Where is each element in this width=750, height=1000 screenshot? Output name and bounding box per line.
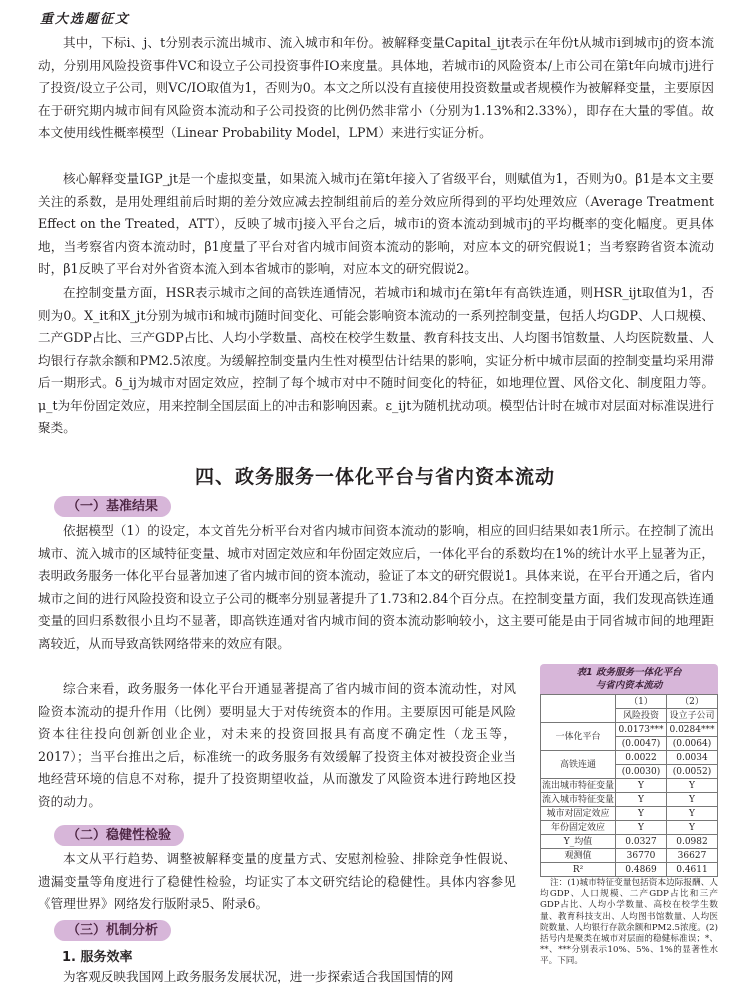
table-col-head: 风险投资 [616, 709, 667, 723]
table-cell: Y [666, 779, 717, 793]
table-row [541, 835, 718, 849]
running-head: 重大选题征文 [40, 12, 131, 27]
table-row-label: 高铁连通 [541, 751, 616, 779]
table-1 [540, 664, 718, 968]
paragraph-variables: 其中，下标i、j、t分别表示流出城市、流入城市和年份。被解释变量Capital_ijt表示在年份t从城市i到城市j的资本流动，分别用风险投资事件VC和设立子公司投资事件IO来度量。具体地，若城市i的风险资本/上市公司在第t年向城市j进行了投资/设立子公司，则VC/IO取值为1，否则为0。本文之所以没有直接使用投资数量或者规模作为被解释变量，主要原因在于研究期内城市间有风险资本流动和子公司投资的比例仍然非常小（分别为1.13%和2.33%），即存在大量的零值。故本文使用线性概率模型（Linear Probability Model，LPM）来进行实证分析。 [38, 35, 714, 140]
table-row [541, 849, 718, 863]
table-header-row [541, 695, 718, 709]
table-caption-line2: 与省内资本流动 [595, 680, 663, 691]
subsection-robustness: （二）稳健性检验 [54, 825, 184, 846]
table-caption-line1: 表1 政务服务一体化平台 [576, 667, 682, 678]
table-cell: 0.0327 [616, 835, 667, 849]
table-row [541, 821, 718, 835]
table-cell: 0.0034 [666, 751, 717, 765]
table-row-label: R² [541, 863, 616, 877]
table-cell: Y [616, 821, 667, 835]
table-caption [540, 664, 718, 694]
table-cell: Y [666, 793, 717, 807]
table-cell: Y [616, 779, 667, 793]
paragraph-summary: 综合来看，政务服务一体化平台开通显著提高了省内城市间的资本流动性，对风险资本流动的提升作用（比例）要明显大于对传统资本的作用。主要原因可能是风险资本往往投向创新创业企业，对未来的投资回报具有高度不确定性（龙玉等，2017）；当平台推出之后，标准统一的政务服务有效缓解了投资主体对被投资企业当地经营环境的信息不对称，提升了投资期望收益，从而激发了风险资本进行跨地区投资的动力。 [38, 681, 516, 809]
table-cell: 0.0982 [666, 835, 717, 849]
table-cell: Y [666, 807, 717, 821]
table-row [541, 863, 718, 877]
section-title: 四、政务服务一体化平台与省内资本流动 [194, 466, 555, 488]
table-corner-cell [541, 695, 616, 723]
table-row-label: 一体化平台 [541, 723, 616, 751]
table-col-num: （1） [616, 695, 667, 709]
table-cell: (0.0052) [666, 765, 717, 779]
subsection-mechanism: （三）机制分析 [54, 920, 171, 941]
table-cell: (0.0030) [616, 765, 667, 779]
table-row [541, 793, 718, 807]
table-cell: 36627 [666, 849, 717, 863]
table-row [541, 779, 718, 793]
table-row-label: 年份固定效应 [541, 821, 616, 835]
table-note: 注：(1)城市特征变量包括资本边际报酬、人均GDP、人口规模、二产GDP占比和三产GDP占比、人均小学数量、高校在校学生数量、教育科技支出、人均图书馆数量、人均医院数量、人均银行存款余额和PM2.5浓度。(2)括号内是聚类在城市对层面的稳健标准误；*、**、***分别表示10%、5%、1%的显著性水平。下同。 [540, 878, 718, 967]
paragraph-baseline: 依据模型（1）的设定，本文首先分析平台对省内城市间资本流动的影响，相应的回归结果如表1所示。在控制了流出城市、流入城市的区域特征变量、城市对固定效应和年份固定效应后，一体化平台的系数均在1%的统计水平上显著为正，表明政务服务一体化平台显著加速了省内城市间的资本流动，验证了本文的研究假说1。具体来说，在平台开通之后，省内城市之间的进行风险投资和设立子公司的概率分别显著提升了1.73和2.84个百分点。在控制变量方面，我们发现高铁连通变量的回归系数很小且均不显著，即高铁连通对省内城市间的资本流动影响较小，这主要可能是由于同省城市间的地理距离较近，从而导致高铁网络带来的效应有限。 [38, 523, 714, 651]
table-cell: (0.0064) [666, 737, 717, 751]
table-cell: 0.0173*** [616, 723, 667, 737]
table-row-label: Y_均值 [541, 835, 616, 849]
regression-table [540, 694, 718, 877]
paragraph-service-efficiency: 为客观反映我国网上政务服务发展状况，进一步探索适合我国国情的网 [63, 969, 454, 984]
paragraph-robustness: 本文从平行趋势、调整被解释变量的度量方式、安慰剂检验、排除竞争性假说、遗漏变量等角度进行了稳健性检验，均证实了本文研究结论的稳健性。具体内容参见《管理世界》网络发行版附录5、附录6。 [38, 851, 516, 911]
table-cell: Y [616, 807, 667, 821]
table-row-label: 城市对固定效应 [541, 807, 616, 821]
table-row-label: 观测值 [541, 849, 616, 863]
table-col-head: 设立子公司 [666, 709, 717, 723]
subsubsection-service-efficiency: 1. 服务效率 [62, 950, 133, 965]
table-cell: 0.0022 [616, 751, 667, 765]
table-col-num: （2） [666, 695, 717, 709]
subsection-baseline: （一）基准结果 [54, 496, 171, 517]
table-cell: (0.0047) [616, 737, 667, 751]
table-cell: 0.0284*** [666, 723, 717, 737]
table-row-label: 流入城市特征变量 [542, 794, 615, 805]
table-row-label: 流出城市特征变量 [542, 780, 615, 791]
table-cell: 36770 [616, 849, 667, 863]
table-row [541, 807, 718, 821]
table-cell: Y [616, 793, 667, 807]
table-cell: Y [666, 821, 717, 835]
table-row [541, 751, 718, 765]
table-row [541, 723, 718, 737]
paragraph-core-variable: 核心解释变量IGP_jt是一个虚拟变量，如果流入城市j在第t年接入了省级平台，则赋值为1，否则为0。β1是本文主要关注的系数，是用处理组前后时期的差分效应减去控制组前后的差分效应所得到的平均处理效应（Average Treatment Effect on the Treated，ATT），反映了城市j接入平台之后，城市i的资本流动到城市j的平均概率的变化幅度。更具体地，当考察省内资本流动时，β1度量了平台对省内城市间资本流动的影响，对应本文的研究假说1；当考察跨省资本流动时，β1反映了平台对外省资本流入到本省城市的影响，对应本文的研究假说2。 [38, 171, 714, 276]
table-cell: 0.4869 [616, 863, 667, 877]
table-cell: 0.4611 [666, 863, 717, 877]
paragraph-controls: 在控制变量方面，HSR表示城市之间的高铁连通情况，若城市i和城市j在第t年有高铁连通，则HSR_ijt取值为1，否则为0。X_it和X_jt分别为城市i和城市j随时间变化、可能会影响资本流动的一系列控制变量，包括人均GDP、人口规模、二产GDP占比、三产GDP占比、人均小学数量、高校在校学生数量、教育科技支出、人均图书馆数量、人均医院数量、人均银行存款余额和PM2.5浓度。为缓解控制变量内生性对模型估计结果的影响，实证分析中城市层面的控制变量均采用滞后一期形式。δ_ij为城市对固定效应，控制了每个城市对中不随时间变化的特征，如地理位置、风俗文化、制度阻力等。μ_t为年份固定效应，用来控制全国层面上的冲击和影响因素。ε_ijt为随机扰动项。模型估计时在城市对层面对标准误进行聚类。 [38, 285, 714, 435]
